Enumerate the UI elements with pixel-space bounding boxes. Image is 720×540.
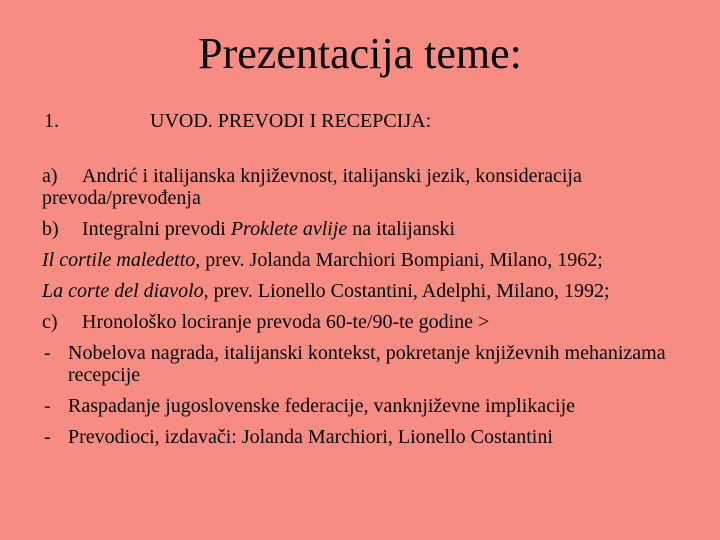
item-b-text-after: na italijanski — [347, 218, 456, 240]
translation-1-title: Il cortile maledetto — [42, 249, 196, 271]
bullet-text: Nobelova nagrada, italijanski kontekst, pokretanje književnih mehanizama recepcije — [68, 342, 666, 386]
item-a — [42, 165, 692, 209]
bullet-item — [42, 342, 692, 386]
bullet-dash: - — [44, 426, 51, 448]
section-title: UVOD. PREVODI I RECEPCIJA: — [150, 110, 432, 132]
bullet-text: Prevodioci, izdavači: Jolanda Marchiori, Lionello Costantini — [68, 426, 553, 448]
item-a-text: Andrić i italijanska književnost, italijanski jezik, konsideracija prevoda/prevođenja — [42, 165, 582, 209]
translation-2-title: La corte del diavolo — [42, 280, 204, 302]
bullet-item — [42, 426, 692, 448]
translation-1 — [42, 249, 692, 271]
section-number: 1. — [44, 110, 59, 132]
item-a-marker: a) — [42, 165, 58, 187]
translation-1-details: , prev. Jolanda Marchiori Bompiani, Milano, 1962; — [195, 249, 603, 271]
slide-title: Prezentacija teme: — [198, 29, 522, 78]
slide-body — [42, 165, 692, 457]
translation-2-details: , prev. Lionello Costantini, Adelphi, Milano, 1992; — [203, 280, 610, 302]
bullet-dash: - — [44, 342, 51, 364]
item-c-text: Hronološko lociranje prevoda 60-te/90-te godine > — [82, 311, 490, 333]
item-b-italic-title: Proklete avlije — [230, 218, 348, 240]
bullet-dash: - — [44, 395, 51, 417]
section-heading — [44, 108, 431, 134]
item-b — [42, 218, 692, 240]
item-b-text-before: Integralni prevodi — [82, 218, 231, 240]
bullet-item — [42, 395, 692, 417]
bullet-text: Raspadanje jugoslovenske federacije, vanknjiževne implikacije — [68, 395, 576, 417]
translation-2 — [42, 280, 692, 302]
item-c-marker: c) — [42, 311, 58, 333]
item-c — [42, 311, 692, 333]
item-b-marker: b) — [42, 218, 59, 240]
